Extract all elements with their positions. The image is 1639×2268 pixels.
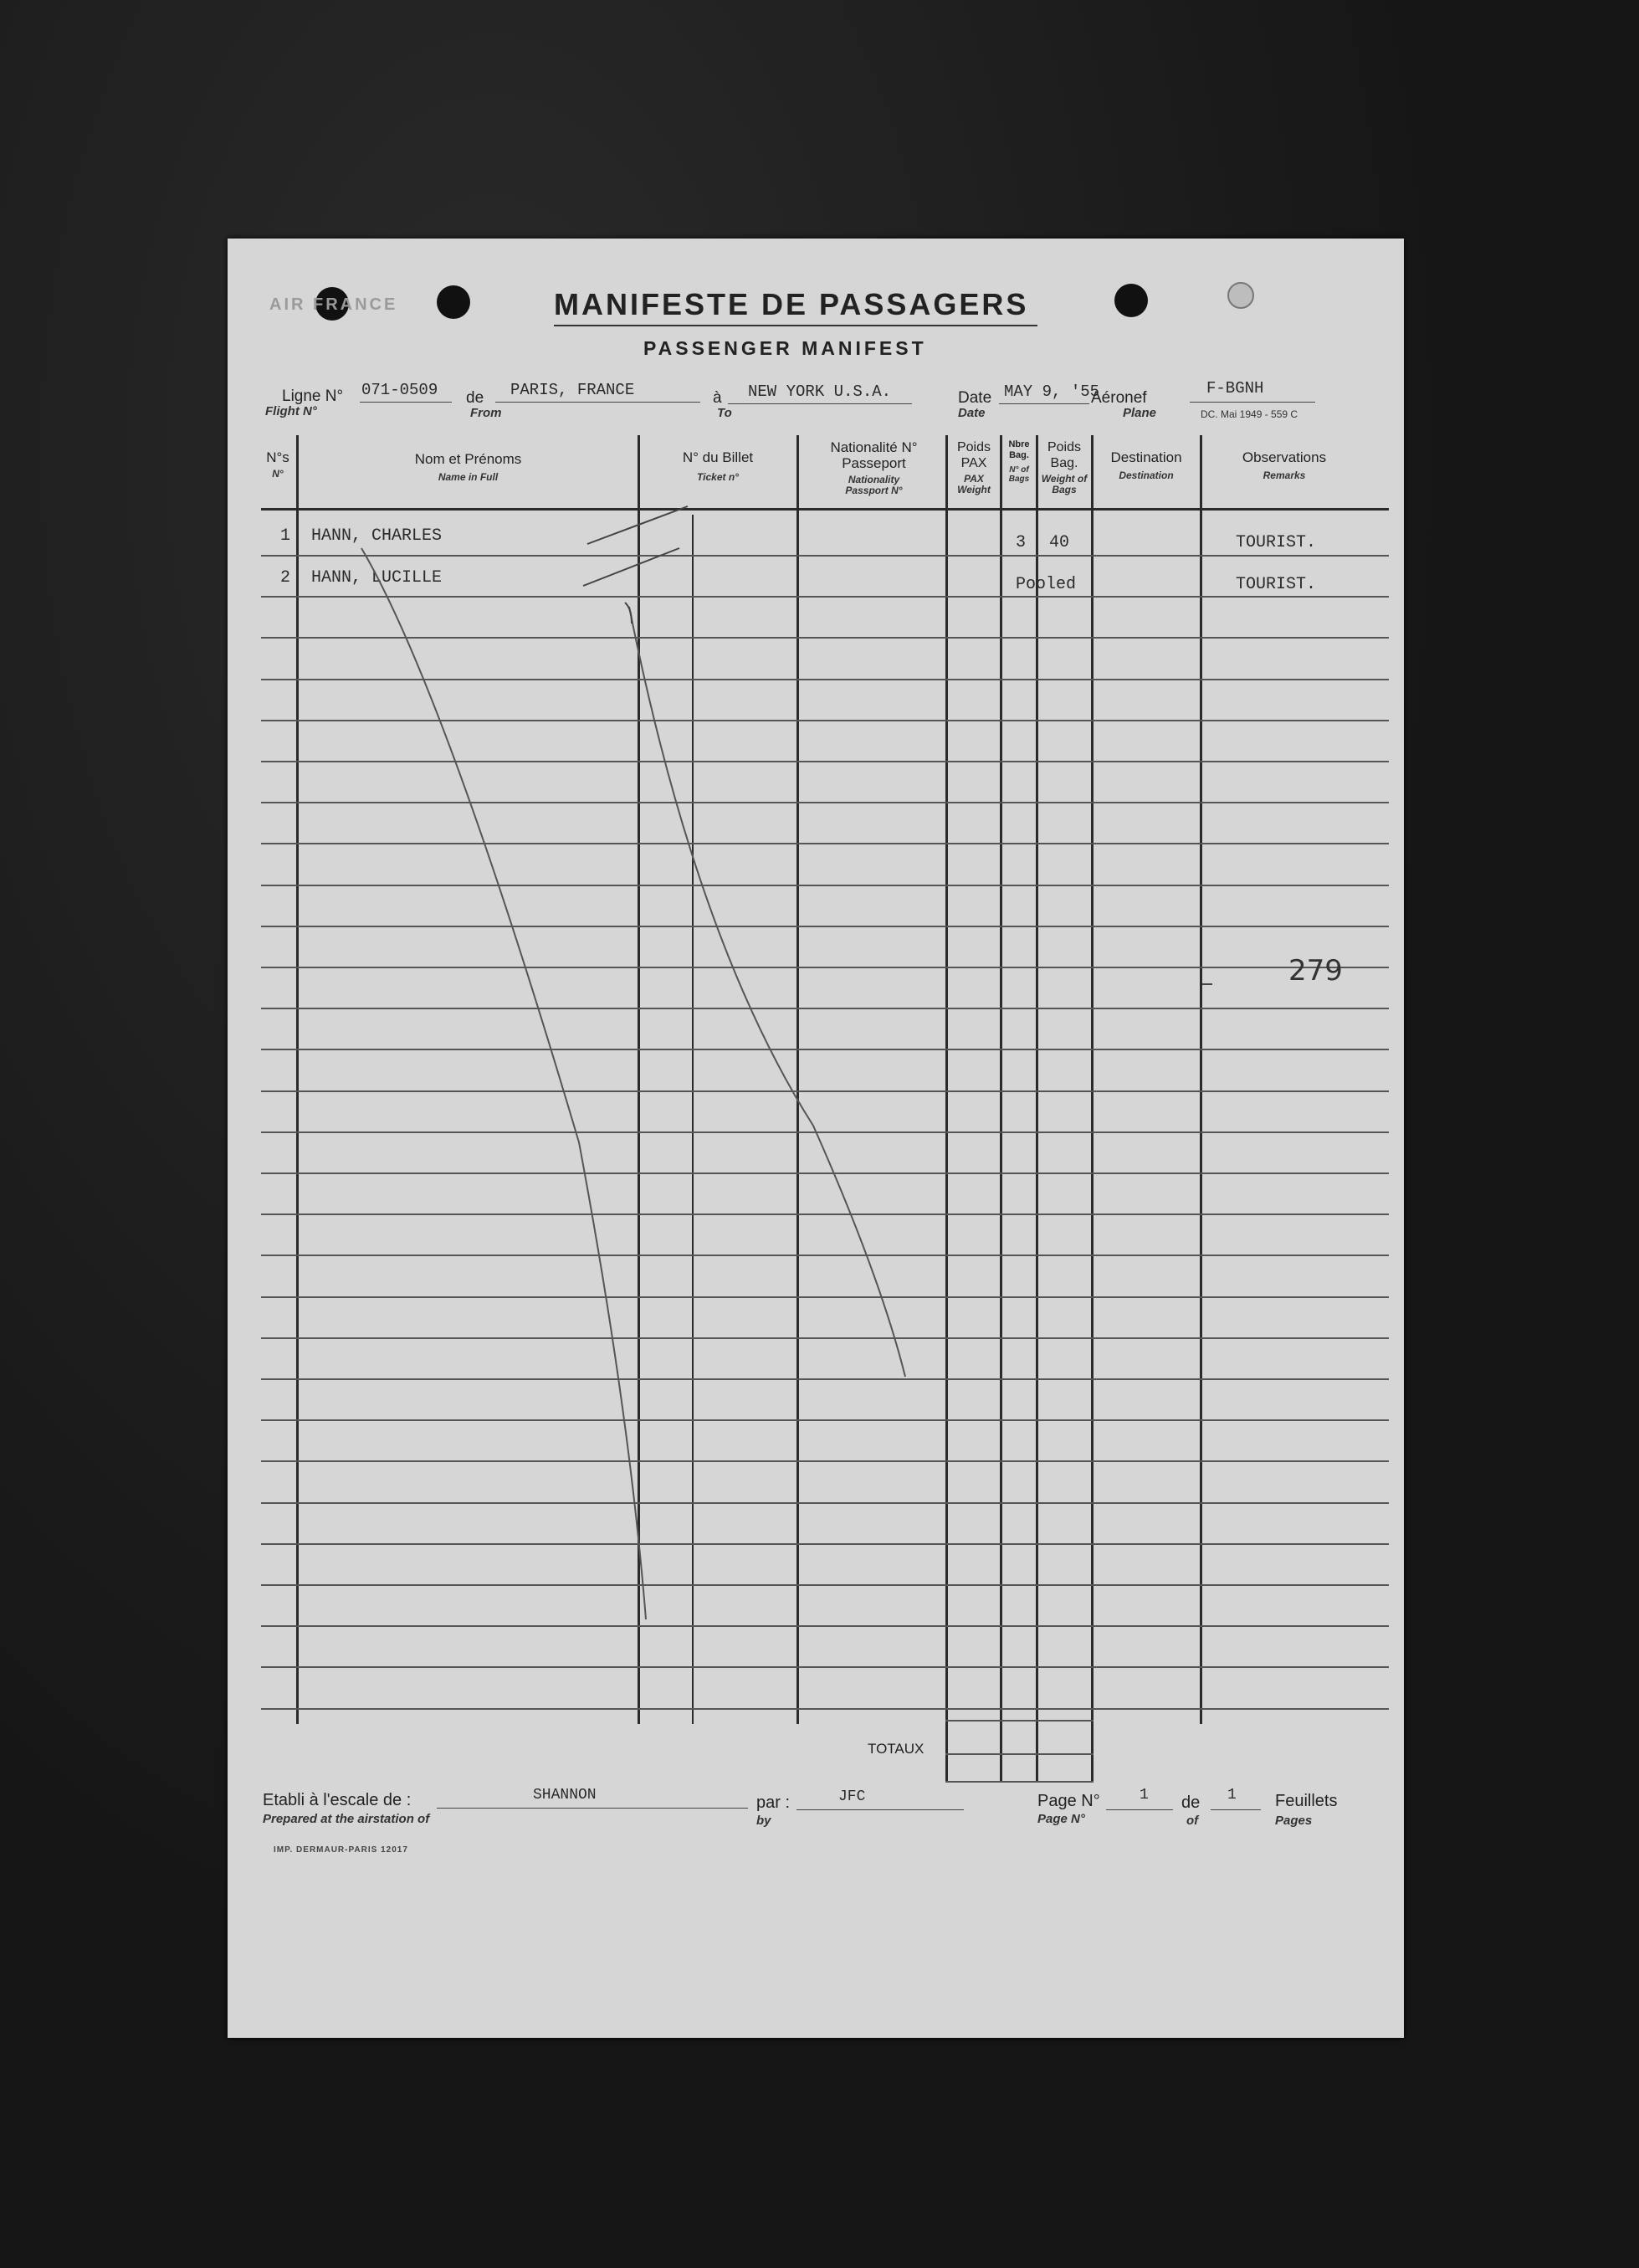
totals-rule	[945, 1753, 1094, 1755]
page-no-label-en: Page N°	[1037, 1812, 1085, 1826]
col-header-en: Name in Full	[438, 471, 499, 483]
page-value: 1	[1140, 1787, 1149, 1804]
sheets-label-en: Pages	[1275, 1814, 1313, 1828]
manifest-sheet	[228, 239, 1404, 2038]
prepared-at-label-en: Prepared at the airstation of	[263, 1812, 430, 1826]
col-header-en: Nationality Passport N°	[845, 474, 903, 496]
from-value: PARIS, FRANCE	[510, 381, 635, 399]
totals-rule	[945, 1720, 1094, 1722]
row-2-no: 2	[280, 568, 291, 588]
page-no-label: Page N°	[1037, 1792, 1100, 1810]
page-title: MANIFESTE DE PASSAGERS	[554, 287, 1029, 321]
from-label: de	[466, 389, 484, 407]
col-header-fr: N° du Billet	[682, 449, 754, 465]
col-header-fr: Observations	[1242, 449, 1327, 465]
row-1-bag-weight: 40	[1049, 533, 1070, 552]
totals-label: TOTAUX	[868, 1741, 924, 1757]
row-1-no: 1	[280, 526, 291, 546]
to-label: à	[713, 389, 722, 407]
station-value: SHANNON	[533, 1787, 597, 1804]
ditto-check	[625, 603, 632, 623]
page-line	[1106, 1809, 1173, 1810]
of-label: de	[1181, 1793, 1201, 1812]
prepared-at-label: Etabli à l'escale de :	[263, 1791, 412, 1809]
col-header-en: N° of Bags	[1008, 465, 1030, 484]
row-1-bags: 3	[1016, 533, 1027, 552]
col-header-en: Remarks	[1263, 470, 1306, 481]
totals-rule	[945, 1781, 1094, 1783]
col-header-fr: Nbre Bag.	[1008, 439, 1030, 460]
flight-no-label: Ligne N°	[282, 387, 344, 405]
from-label-en: From	[470, 406, 502, 420]
of-line	[1211, 1809, 1261, 1810]
col-header-fr: Nationalité N° Passeport	[830, 439, 918, 471]
ditto-marks	[228, 239, 1404, 1661]
by-line	[796, 1809, 964, 1810]
date-value: MAY 9, '55	[1004, 382, 1100, 401]
station-line	[437, 1808, 748, 1809]
ditto-stroke-ticket	[629, 607, 905, 1377]
col-header-fr: Destination	[1110, 449, 1182, 465]
sheets-label: Feuillets	[1275, 1792, 1338, 1810]
airline-logo: AIR FRANCE	[269, 295, 398, 314]
col-header-en: N°	[272, 468, 284, 480]
date-label: Date	[958, 389, 992, 407]
plane-label-en: Plane	[1123, 406, 1157, 420]
printer-imprint: IMP. DERMAUR-PARIS 12017	[274, 1845, 408, 1855]
row-2-name: HANN, LUCILLE	[311, 568, 443, 588]
col-header-fr: Poids Bag.	[1047, 440, 1082, 470]
by-value: JFC	[838, 1788, 866, 1805]
ditto-stroke-name	[361, 548, 646, 1619]
row-2-remarks: TOURIST.	[1236, 575, 1317, 594]
of-label-en: of	[1186, 1814, 1199, 1828]
handwritten-number: 279	[1288, 954, 1343, 988]
row-1-remarks: TOURIST.	[1236, 533, 1317, 552]
date-label-en: Date	[958, 406, 986, 420]
row-1-name: HANN, CHARLES	[311, 526, 443, 546]
of-value: 1	[1227, 1787, 1237, 1804]
col-header-en: Weight of Bags	[1041, 473, 1088, 495]
col-header-fr: N°s	[266, 449, 289, 465]
annotation-dash	[1202, 983, 1212, 985]
ditto-slash	[583, 548, 679, 586]
to-label-en: To	[717, 406, 732, 420]
col-header-en: Destination	[1119, 470, 1174, 481]
form-reference: DC. Mai 1949 - 559 C	[1201, 408, 1298, 420]
row-rule	[261, 1708, 1389, 1710]
flight-no-value: 071-0509	[361, 381, 438, 399]
col-header-fr: Nom et Prénoms	[414, 451, 522, 467]
col-header-fr: Poids PAX	[956, 440, 991, 470]
plane-value: F-BGNH	[1206, 379, 1264, 398]
ditto-slash	[587, 506, 688, 544]
col-header-en: PAX Weight	[957, 473, 991, 495]
plane-label: Aéronef	[1091, 389, 1147, 407]
row-rule	[261, 1666, 1389, 1668]
by-label-en: by	[756, 1814, 771, 1828]
to-value: NEW YORK U.S.A.	[748, 382, 892, 401]
flight-no-label-en: Flight N°	[265, 404, 317, 418]
col-header-en: Ticket n°	[697, 471, 739, 483]
row-2-bags-pooled: Pooled	[1016, 575, 1077, 594]
page-subtitle: PASSENGER MANIFEST	[643, 337, 927, 359]
by-label: par :	[756, 1793, 791, 1812]
